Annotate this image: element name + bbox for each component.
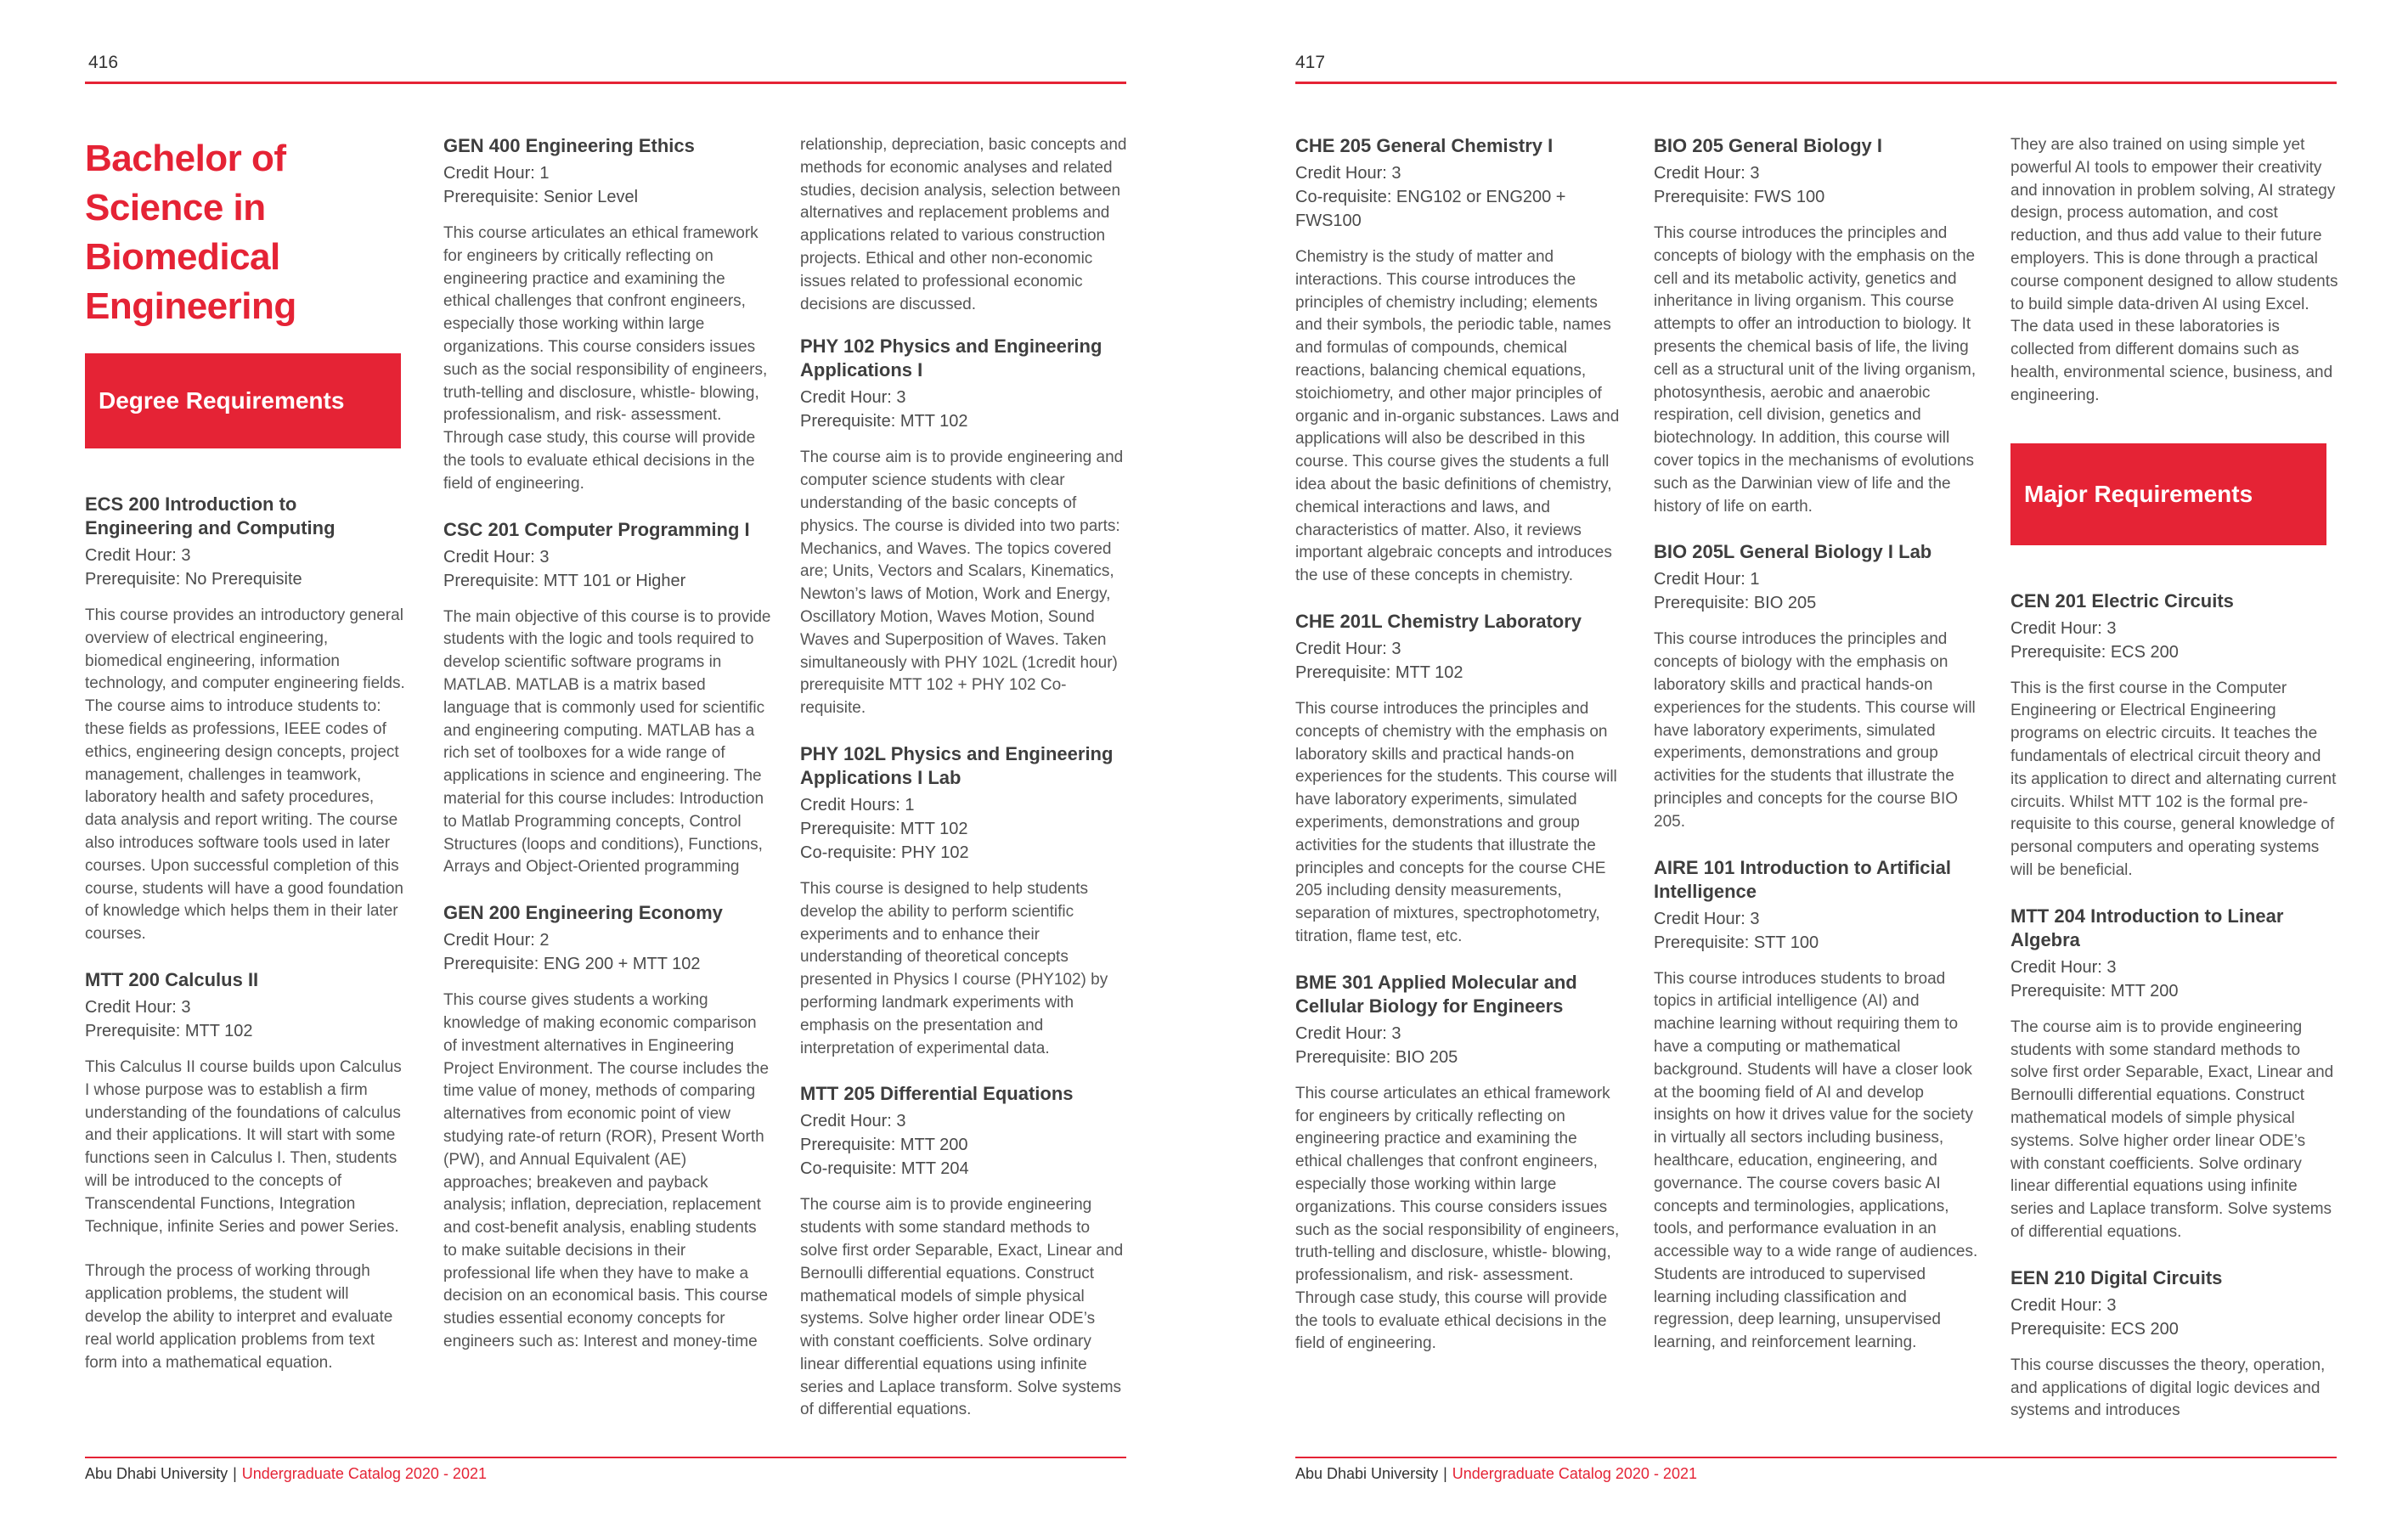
course-meta: Credit Hour: 3 <box>1295 639 1401 658</box>
course-description: This course is designed to help students develop the ability to perform scientific experiments and to enhance their understanding of theoretical concepts presented in Physics I course (PHY102) by performing landmark experiments with emphasis on the presentation and interpretation of experimental data. <box>800 879 1108 1057</box>
course-description: This course introduces students to broad topics in artificial intelligence (AI) and machine learning without requiring them to have a computing or mathematical background. Students will have a closer look at the booming field of AI and develop insights on how it drives value for the society in virtually all sectors including business, healthcare, education, engineering, and governance. The course covers basic AI concepts and terminologies, applications, tools, and performance evaluation in an accessible way to a wide range of audiences. Students are introduced to supervised learning including classification and regression, deep learning, unsupervised learning, and reinforcement learning. <box>1654 969 1978 1352</box>
course-title: MTT 200 Calculus II <box>85 968 259 990</box>
program-title: Bachelor of Science in Biomedical Engineering <box>85 138 296 327</box>
course-description: This course articulates an ethical framework for engineers by critically reflecting on engineering practice and examining the ethical challenges that confront engineers, especially those working within large organizations. This course considers issues such as the social responsibility of engineers, truth-telling and disclosure, whistle- blowing, professionalism, and risk- assessment. Through case study, this course will provide the tools to evaluate ethical decisions in the field of engineering. <box>443 224 768 493</box>
course-meta: Credit Hour: 1 <box>443 164 550 183</box>
course-list <box>800 335 1128 1422</box>
course-meta: Prerequisite: MTT 101 or Higher <box>443 571 686 590</box>
course-entry <box>1654 134 1982 518</box>
course-meta: Prerequisite: MTT 102 <box>800 412 968 431</box>
course-description: This course introduces the principles and concepts of chemistry with the emphasis on laboratory skills and practical hands-on experiences for the students. This course will have laboratory experiments, simulated experiments, demonstrations and group activities for the students that illustrate the principles and concepts for the course CHE 205 including density measurements, separation of mixtures, spectrophotometry, titration, flame test, etc. <box>1295 699 1617 945</box>
course-entry <box>800 742 1128 1060</box>
right-page <box>1204 0 2408 1539</box>
course-title: CEN 201 Electric Circuits <box>2010 589 2234 612</box>
footer-catalog: Undergraduate Catalog 2020 - 2021 <box>241 1465 487 1482</box>
course-entry <box>1295 134 1623 588</box>
course-description: This course introduces the principles and concepts of biology with the emphasis on the cell and its metabolic activity, genetics and inheritance in living organism. This course attempts to offer an introduction to biology. It presents the chemical basis of life, the living cell as a structural unit of the living organism, photosynthesis, aerobic and anaerobic respiration, cell division, genetics and biotechnology. In addition, this course will cover topics in the mechanisms of evolutions such as the Darwinian view of life and the history of life on earth. <box>1654 224 1977 516</box>
course-meta: Credit Hour: 3 <box>85 546 191 565</box>
course-entry <box>2010 1266 2338 1423</box>
course-title: CHE 201L Chemistry Laboratory <box>1295 610 1582 632</box>
course-description: This course articulates an ethical framework for engineers by critically reflecting on engineering practice and examining the ethical challenges that confront engineers, especially those working within large organizations. This course considers issues such as the social responsibility of engineers, truth-telling and disclosure, whistle- blowing, professionalism, and risk- assessment. Through case study, this course will provide the tools to evaluate ethical decisions in the field of engineering. <box>1295 1084 1620 1353</box>
course-title: ECS 200 Introduction to Engineering and Computing <box>85 493 336 538</box>
course-meta: Credit Hour: 3 <box>443 547 550 567</box>
course-meta: Prerequisite: No Prerequisite <box>85 570 302 589</box>
section-heading-degree-requirements: Degree Requirements <box>85 353 401 448</box>
course-meta: Prerequisite: MTT 200 <box>800 1136 968 1155</box>
footer-separator: | <box>233 1465 237 1482</box>
course-meta: Prerequisite: Senior Level <box>443 188 639 206</box>
course-list <box>85 493 408 1374</box>
course-meta: Prerequisite: ENG 200 + MTT 102 <box>443 955 701 974</box>
course-description: This course provides an introductory general overview of electrical engineering, biomedical engineering, information technology, and computer engineering fields. The course aims to introduce students to: these fields as professions, IEEE codes of ethics, engineering design concepts, project management, challenges in teamwork, laboratory health and safety procedures, data analysis and report writing. The course also introduces software tools used in later courses. Upon successful completion of this course, students will have a good foundation of knowledge which helps them in their later courses. <box>85 606 405 944</box>
course-description: The course aim is to provide engineering students with some standard methods to solve first order Separable, Exact, Linear and Bernoulli differential equations. Construct mathematical models of simple physical systems. Solve higher order linear ODE’s with constant coefficients. Solve ordinary linear differential equations using infinite series and Laplace transform. Solve systems of differential equations. <box>800 1196 1124 1419</box>
course-meta: Prerequisite: ECS 200 <box>2010 1319 2179 1339</box>
course-entry <box>800 335 1128 720</box>
course-meta: Prerequisite: STT 100 <box>1654 933 1819 952</box>
course-list <box>1654 134 1982 1355</box>
page-number: 416 <box>88 53 119 72</box>
course-title: GEN 200 Engineering Economy <box>443 902 723 924</box>
footer-university: Abu Dhabi University <box>85 1465 228 1482</box>
page-number: 417 <box>1295 53 1326 72</box>
course-meta: Credit Hour: 3 <box>1295 164 1401 183</box>
course-title: PHY 102 Physics and Engineering Applications I <box>800 335 1102 381</box>
footer <box>1295 1465 1697 1483</box>
right-column-2 <box>1654 134 1982 1377</box>
course-entry <box>2010 589 2338 882</box>
course-title: EEN 210 Digital Circuits <box>2010 1266 2223 1288</box>
course-meta: Credit Hour: 3 <box>2010 957 2117 977</box>
course-entry <box>800 1082 1128 1422</box>
footer-university: Abu Dhabi University <box>1295 1465 1439 1482</box>
course-title: BME 301 Applied Molecular and Cellular Biology for Engineers <box>1295 971 1577 1017</box>
continued-text: relationship, depreciation, basic concepts and methods for economic analyses and related studies, decision analysis, selection between alternatives and replacement problems and applications related to various construction projects. Ethical and other non-economic issues related to professional economic decisions are discussed. <box>800 136 1127 313</box>
course-title: MTT 205 Differential Equations <box>800 1083 1074 1105</box>
course-list <box>443 134 771 1354</box>
course-description: The course aim is to provide engineering students with some standard methods to solve first order Separable, Exact, Linear and Bernoulli differential equations. Construct mathematical models of simple physical systems. Solve higher order linear ODE’s with constant coefficients. Solve ordinary linear differential equations using infinite series and Laplace transform. Solve systems of differential equations. <box>2010 1018 2334 1241</box>
course-title: MTT 204 Introduction to Linear Algebra <box>2010 905 2284 950</box>
course-meta: Credit Hour: 3 <box>85 997 191 1017</box>
continued-text: They are also trained on using simple yet powerful AI tools to empower their creativity and innovation in problem solving, AI strategy design, process automation, and cost reduction, and thus add value to their future employers. This is done through a practical course component designed to allow students to build simple data-driven AI using Excel. The data used in these laboratories is collected from different domains such as health, environmental science, business, and engineering. <box>2010 136 2338 404</box>
left-column-3 <box>800 134 1128 1444</box>
course-title: GEN 400 Engineering Ethics <box>443 135 695 156</box>
course-entry <box>1654 856 1982 1356</box>
course-meta: Credit Hour: 2 <box>443 931 550 950</box>
course-meta: Credit Hour: 3 <box>1654 909 1760 928</box>
course-description: Chemistry is the study of matter and interactions. This course introduces the principles of chemistry including; elements and their symbols, the periodic table, names and formulas of compounds, chemical reactions, balancing chemical equations, stoichiometry, and other major principles of organic and in-organic substances. Laws and applications will also be described in this course. This course gives the students a full idea about the basic definitions of chemistry, chemical interactions and laws, and characteristics of matter. Also, it reviews important algebraic concepts and introduces the use of these concepts in chemistry. <box>1295 248 1620 585</box>
course-entry <box>443 134 771 496</box>
bottom-rule <box>1295 1457 2337 1458</box>
course-meta: Prerequisite: FWS 100 <box>1654 188 1825 206</box>
course-entry <box>85 968 408 1374</box>
course-entry <box>1654 540 1982 833</box>
course-meta: Co-requisite: PHY 102 <box>800 843 969 862</box>
course-meta: Credit Hour: 3 <box>1295 1023 1401 1043</box>
course-meta: Prerequisite: MTT 200 <box>2010 981 2179 1001</box>
section-heading-major-requirements: Major Requirements <box>2010 443 2326 545</box>
bottom-rule <box>85 1457 1126 1458</box>
course-meta: Credit Hour: 3 <box>2010 1295 2117 1315</box>
course-description: This Calculus II course builds upon Calculus I whose purpose was to establish a firm understanding of the foundations of calculus and their applications. It will start with some functions seen in Calculus I. Then, students will be introduced to the concepts of Transcendental Functions, Integration Technique, infinite Series and power Series. <box>85 1057 402 1236</box>
course-title: CSC 201 Computer Programming I <box>443 518 750 540</box>
course-entry <box>2010 905 2338 1244</box>
course-entry <box>1295 610 1623 949</box>
course-meta: Prerequisite: BIO 205 <box>1654 594 1817 613</box>
course-meta: Prerequisite: MTT 102 <box>85 1021 253 1040</box>
footer-catalog: Undergraduate Catalog 2020 - 2021 <box>1452 1465 1697 1482</box>
course-meta: Co-requisite: MTT 204 <box>800 1159 969 1179</box>
course-description: This is the first course in the Computer Engineering or Electrical Engineering programs on electric circuits. It teaches the fundamentals of electrical circuit theory and its application to direct and alternating current circuits. Whilst MTT 102 is the formal pre-requisite to this course, general knowledge of personal computers and operating systems will be beneficial. <box>2010 679 2337 879</box>
course-meta: Credit Hours: 1 <box>800 795 915 815</box>
course-list <box>1295 134 1623 1356</box>
footer <box>85 1465 487 1483</box>
course-title: PHY 102L Physics and Engineering Applications I Lab <box>800 742 1114 788</box>
course-meta: Credit Hour: 3 <box>1654 164 1760 183</box>
top-rule <box>1295 82 2337 84</box>
course-title: CHE 205 General Chemistry I <box>1295 135 1554 156</box>
left-column-2 <box>443 134 771 1376</box>
course-meta: Credit Hour: 1 <box>1654 570 1760 589</box>
course-description: Through the process of working through application problems, the student will develop the ability to interpret and evaluate real world application problems from text form into a mathematical equation. <box>85 1262 393 1372</box>
course-description: The main objective of this course is to provide students with the logic and tools required to develop scientific software programs in MATLAB. MATLAB is a matrix based language that is commonly used for scientific and engineering computing. MATLAB has a rich set of toolboxes for a wide range of applications in science and engineering. The material for this course includes: Introduction to Matlab Programming concepts, Control Structures (loops and conditions), Functions, Arrays and Object-Oriented programming <box>443 607 771 877</box>
course-title: BIO 205L General Biology I Lab <box>1654 541 1932 563</box>
course-meta: Prerequisite: MTT 102 <box>1295 662 1463 682</box>
course-meta: Prerequisite: BIO 205 <box>1295 1047 1458 1067</box>
course-entry <box>1295 971 1623 1356</box>
course-meta: Credit Hour: 3 <box>800 1112 906 1131</box>
course-list <box>2010 589 2338 1423</box>
course-meta: Credit Hour: 3 <box>2010 618 2117 638</box>
course-description: This course gives students a working knowledge of making economic comparison of investment alternatives in Engineering Project Environment. The course includes the time value of money, methods of comparing alternatives from economic point of view studying rate-of return (ROR), Present Worth (PW), and Annual Equivalent (AE) approaches; breakeven and payback analysis; inflation, depreciation, replacement and cost-benefit analysis, enabling students to make suitable decisions in their professional life when they have to make a decision on an economical basis. This course studies essential economy concepts for engineers such as: Interest and money-time <box>443 991 770 1351</box>
right-column-3 <box>2010 134 2338 1445</box>
right-column-1 <box>1295 134 1623 1378</box>
course-description: This course discusses the theory, operation, and applications of digital logic devices and systems and introduces <box>2010 1356 2326 1420</box>
footer-separator: | <box>1443 1465 1447 1482</box>
course-entry <box>85 493 408 946</box>
course-title: BIO 205 General Biology I <box>1654 135 1882 156</box>
course-entry <box>443 518 771 880</box>
course-meta: Co-requisite: ENG102 or ENG200 + FWS100 <box>1295 188 1566 230</box>
course-meta: Prerequisite: ECS 200 <box>2010 642 2179 662</box>
course-meta: Prerequisite: MTT 102 <box>800 819 968 838</box>
course-description: This course introduces the principles and concepts of biology with the emphasis on laboratory skills and practical hands-on experiences for the students. This course will have laboratory experiments, simulated experiments, demonstrations and group activities for the students that illustrate the principles and concepts for the course BIO 205. <box>1654 630 1976 831</box>
course-meta: Credit Hour: 3 <box>800 388 906 408</box>
course-title: AIRE 101 Introduction to Artificial Intelligence <box>1654 856 1951 902</box>
top-rule <box>85 82 1126 84</box>
course-description: The course aim is to provide engineering and computer science students with clear understanding of the basic concepts of physics. The course is divided into two parts: Mechanics, and Waves. The topics covered are; Units, Vectors and Scalars, Kinematics, Newton’s laws of Motion, Work and Energy, Oscillatory Motion, Waves Motion, Sound Waves and Superposition of Waves. Taken simultaneously with PHY 102L (1credit hour) prerequisite MTT 102 + PHY 102 Co-requisite. <box>800 448 1124 718</box>
left-column-1 <box>85 134 408 1396</box>
course-entry <box>443 901 771 1354</box>
